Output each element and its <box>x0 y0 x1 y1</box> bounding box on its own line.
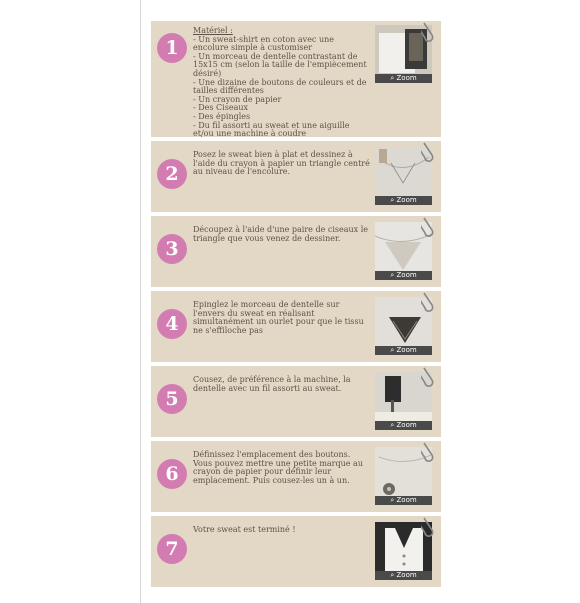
paperclip-icon <box>421 366 435 390</box>
paperclip-icon <box>421 441 435 465</box>
step-number-badge: 2 <box>157 159 187 189</box>
zoom-button[interactable]: ⌕ Zoom <box>375 346 432 355</box>
zoom-button[interactable]: ⌕ Zoom <box>375 571 432 580</box>
paperclip-icon <box>421 216 435 240</box>
materials-item: - Un crayon de papier <box>193 94 282 104</box>
materials-heading: Matériel : <box>193 26 233 35</box>
step-1-text <box>193 27 371 139</box>
step-6-text: Définissez l'emplacement des boutons. Vous pouvez mettre une petite marque au crayon de papier pour définir leur emplacement. Puis cousez-les un à un. <box>193 450 363 485</box>
paperclip-icon <box>421 21 435 45</box>
step-number-badge: 7 <box>157 534 187 564</box>
step-number-badge: 5 <box>157 384 187 414</box>
materials-item: - Une dizaine de boutons de couleurs et de tailles différentes <box>193 77 367 96</box>
step-number-badge: 3 <box>157 234 187 264</box>
materials-item: - Un morceau de dentelle contrastant de 15x15 cm (selon la taille de l'empiècement désiré) <box>193 51 367 78</box>
zoom-button[interactable]: ⌕ Zoom <box>375 421 432 430</box>
paperclip-icon <box>421 291 435 315</box>
materials-item: - Un sweat-shirt en coton avec une encolure simple à customiser <box>193 34 334 53</box>
step-2-text: Posez le sweat bien à plat et dessinez à l'aide du crayon à papier un triangle centré au niveau de l'encolure. <box>193 150 370 177</box>
step-6-card <box>151 441 441 512</box>
column-divider <box>140 0 141 603</box>
step-4-text: Epinglez le morceau de dentelle sur l'envers du sweat en réalisant simultanément un ourlet pour que le tissu ne s'effiloche pas <box>193 300 364 335</box>
step-1-card <box>151 21 441 137</box>
step-number-badge: 1 <box>157 33 187 63</box>
zoom-button[interactable]: ⌕ Zoom <box>375 271 432 280</box>
paperclip-icon <box>421 516 435 540</box>
step-7-text: Votre sweat est terminé ! <box>193 525 296 534</box>
materials-item: - Du fil assorti au sweat et une aiguille et/ou une machine à coudre <box>193 120 350 139</box>
step-number-badge: 4 <box>157 309 187 339</box>
step-3-text: Découpez à l'aide d'une paire de ciseaux le triangle que vous venez de dessiner. <box>193 225 369 243</box>
step-3-card <box>151 216 441 287</box>
step-2-card <box>151 141 441 212</box>
zoom-button[interactable]: ⌕ Zoom <box>375 496 432 505</box>
step-5-text: Cousez, de préférence à la machine, la dentelle avec un fil assorti au sweat. <box>193 375 351 393</box>
materials-item: - Des épingles <box>193 111 251 121</box>
step-7-card <box>151 516 441 587</box>
zoom-button[interactable]: ⌕ Zoom <box>375 74 432 83</box>
zoom-button[interactable]: ⌕ Zoom <box>375 196 432 205</box>
paperclip-icon <box>421 141 435 165</box>
step-number-badge: 6 <box>157 459 187 489</box>
step-5-card <box>151 366 441 437</box>
step-4-card <box>151 291 441 362</box>
materials-item: - Des Ciseaux <box>193 103 248 113</box>
